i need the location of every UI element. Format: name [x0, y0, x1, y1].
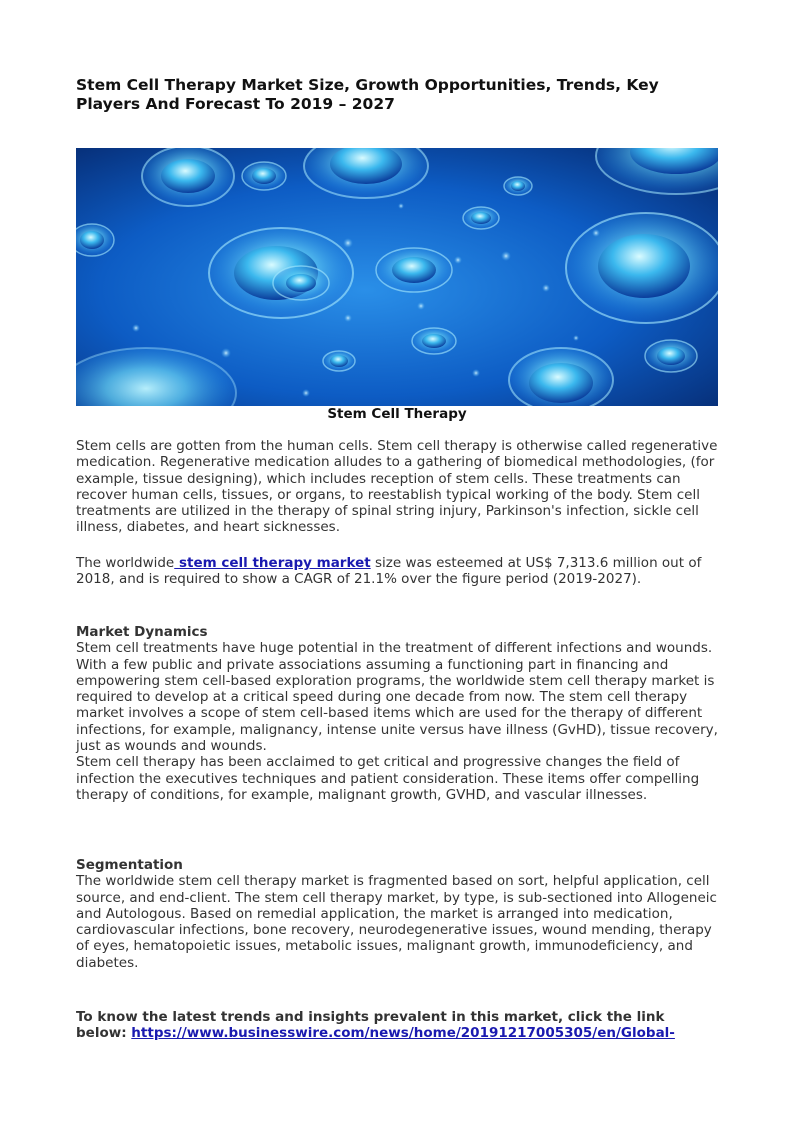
- cell-top-left: [142, 148, 234, 206]
- market-dynamics-paragraph-1: Stem cell treatments have huge potential in the treatment of different infections and wounds. With a few public and private associations assuming a functioning part in financing and empowering stem cell-based exploration programs, the worldwide stem cell therapy market is required to develop at a critical speed during one decade from now. The stem cell therapy market involves a scope of stem cell-based items which are used for the therapy of different infections, for example, malignancy, intense unite versus have illness (GvHD), tissue recovery, just as wounds and wounds.: [76, 640, 718, 755]
- cell-medium-9: [504, 177, 532, 195]
- cell-medium-5: [242, 162, 286, 190]
- market-dynamics-heading: Market Dynamics: [76, 624, 208, 640]
- cell-medium-3: [645, 340, 697, 372]
- market-size-after: size was esteemed at US$ 7,313.6 million out of 2018, and is required to show a CAGR of 21.1% over the figure period (2019-2027).: [76, 555, 702, 588]
- cell-medium-7: [463, 207, 499, 229]
- cell-bottom-right: [509, 348, 613, 406]
- cell-large-right: [566, 213, 718, 323]
- article-title: Stem Cell Therapy Market Size, Growth Opportunities, Trends, Key Players And Forecast To 2019 – 2027: [76, 76, 659, 113]
- market-dynamics-paragraph-2: Stem cell therapy has been acclaimed to get critical and progressive changes the field of infection the executives techniques and patient consideration. These items offer compelling therapy of conditions, for example, malignant growth, GVHD, and vascular illnesses.: [76, 754, 700, 803]
- segmentation-heading: Segmentation: [76, 857, 183, 873]
- call-to-action: [76, 1009, 718, 1042]
- market-size-before: The worldwide: [76, 555, 175, 571]
- cell-medium-1: [376, 248, 452, 292]
- stem-cell-therapy-market-link[interactable]: stem cell therapy market: [174, 555, 371, 571]
- cell-medium-4: [412, 328, 456, 354]
- market-size-paragraph: [76, 555, 718, 588]
- segmentation-section: [76, 857, 718, 971]
- image-caption: Stem Cell Therapy: [327, 406, 467, 422]
- market-dynamics-section: [76, 624, 718, 803]
- businesswire-link[interactable]: https://www.businesswire.com/news/home/20191217005305/en/Global-: [131, 1025, 675, 1042]
- cell-medium-8: [323, 351, 355, 371]
- segmentation-paragraph: The worldwide stem cell therapy market is fragmented based on sort, helpful application, cell source, and end-client. The stem cell therapy market, by type, is sub-sectioned into Allogeneic and Autologous. Based on remedial application, the market is arranged into medication, cardiovascular infections, bone recovery, neurodegenerative issues, wound mending, therapy of eyes, hematopoietic issues, metabolic issues, malignant growth, immunodeficiency, and diabetes.: [76, 873, 717, 971]
- stem-cell-image: [76, 148, 718, 406]
- cell-medium-6: [76, 224, 114, 256]
- call-to-action-text: To know the latest trends and insights prevalent in this market, click the link below:: [76, 1009, 665, 1042]
- intro-paragraph: Stem cells are gotten from the human cells. Stem cell therapy is otherwise called regenerative medication. Regenerative medication alludes to a gathering of biomedical methodologies, (for example, tissue designing), which includes reception of stem cells. These treatments can recover human cells, tissues, or organs, to reestablish typical working of the body. Stem cell treatments are utilized in the therapy of spinal string injury, Parkinson's infection, sickle cell illness, diabetes, and heart sicknesses.: [76, 438, 718, 536]
